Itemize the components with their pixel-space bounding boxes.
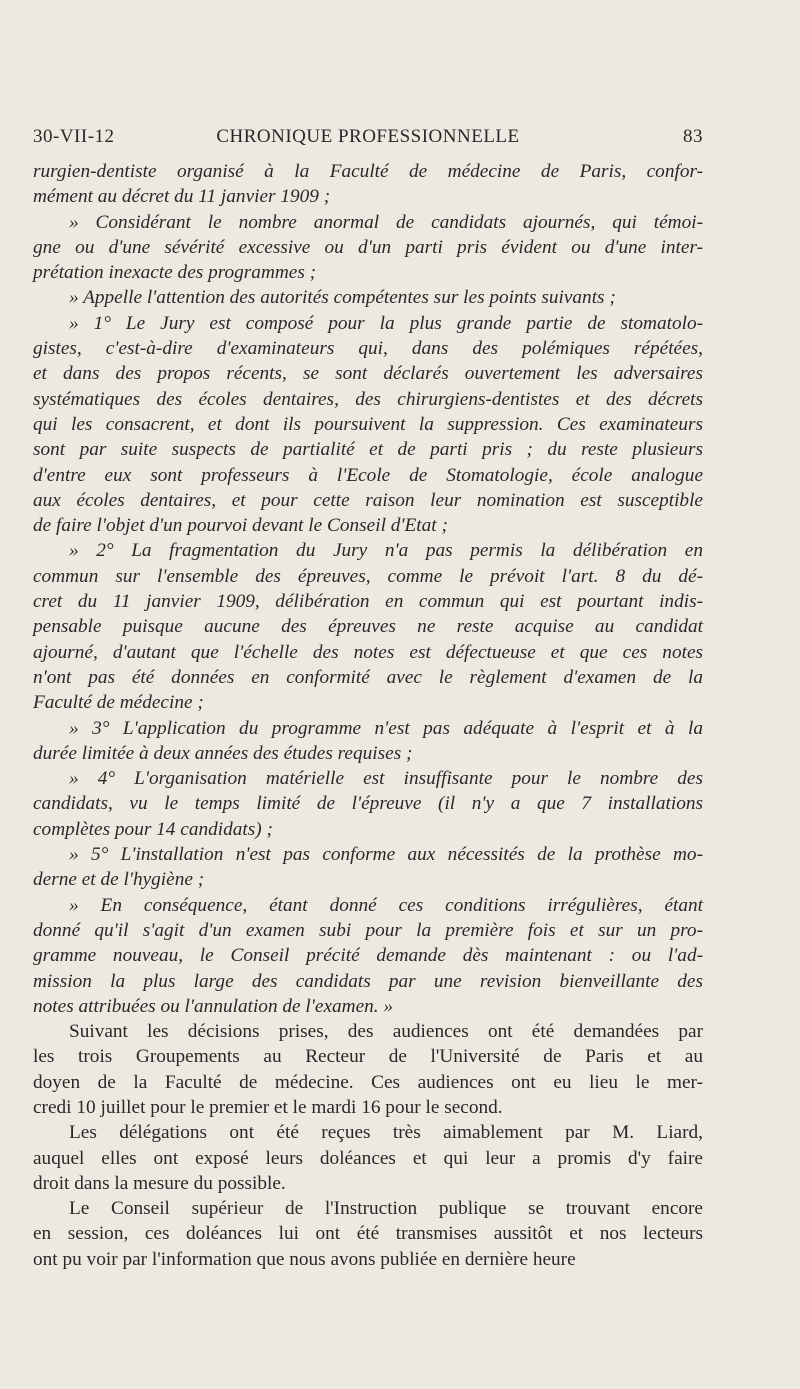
- text-line: gistes, c'est-à-dire d'examinateurs qui, dans des polémiques répétées,: [33, 338, 703, 360]
- paragraph: [33, 766, 703, 842]
- text-line: candidats, vu le temps limité de l'épreuve (il n'y a que 7 installations: [33, 793, 703, 815]
- page-number: 83: [683, 126, 703, 147]
- running-head: [33, 126, 703, 154]
- text-line: droit dans la mesure du possible.: [33, 1172, 286, 1194]
- text-line: en session, ces doléances lui ont été transmises aussitôt et nos lecteurs: [33, 1223, 703, 1245]
- text-line: pensable puisque aucune des épreuves ne reste acquise au candidat: [33, 616, 703, 638]
- paragraph: [33, 1120, 703, 1196]
- text-line: Les délégations ont été reçues très aimablement par M. Liard,: [69, 1122, 703, 1144]
- text-line: durée limitée à deux années des études requises ;: [33, 742, 413, 764]
- text-line: qui les consacrent, et dont ils poursuivent la suppression. Ces examinateurs: [33, 413, 703, 435]
- page-body: [33, 159, 703, 1272]
- text-line: prétation inexacte des programmes ;: [33, 262, 317, 284]
- text-line: credi 10 juillet pour le premier et le mardi 16 pour le second.: [33, 1096, 503, 1118]
- text-line: d'entre eux sont professeurs à l'Ecole de Stomatologie, école analogue: [33, 464, 703, 486]
- text-line: doyen de la Faculté de médecine. Ces audiences ont eu lieu le mer-: [33, 1071, 703, 1093]
- text-line: cret du 11 janvier 1909, délibération en commun qui est pourtant indis-: [33, 591, 703, 613]
- text-line: mément au décret du 11 janvier 1909 ;: [33, 186, 331, 208]
- paragraph: [33, 716, 703, 767]
- text-line: » Appelle l'attention des autorités compétentes sur les points suivants ;: [69, 287, 616, 309]
- paragraph: [33, 893, 703, 1019]
- text-line: les trois Groupements au Recteur de l'Université de Paris et au: [33, 1046, 703, 1068]
- text-line: ont pu voir par l'information que nous avons publiée en dernière heure: [33, 1248, 576, 1270]
- text-line: » Considérant le nombre anormal de candidats ajournés, qui témoi-: [69, 211, 703, 233]
- text-line: » 4° L'organisation matérielle est insuffisante pour le nombre des: [69, 768, 703, 790]
- paragraph: [33, 538, 703, 715]
- text-line: et dans des propos récents, se sont déclarés ouvertement les adversaires: [33, 363, 703, 385]
- paragraph: [33, 1196, 703, 1272]
- text-line: » 5° L'installation n'est pas conforme aux nécessités de la prothèse mo-: [69, 844, 703, 866]
- text-line: gramme nouveau, le Conseil précité demande dès maintenant : ou l'ad-: [33, 945, 703, 967]
- text-line: sont par suite suspects de partialité et de parti pris ; du reste plusieurs: [33, 439, 703, 461]
- text-line: auquel elles ont exposé leurs doléances et qui leur a promis d'y faire: [33, 1147, 703, 1169]
- paragraph: [33, 842, 703, 893]
- text-line: rurgien-dentiste organisé à la Faculté de médecine de Paris, confor-: [33, 161, 703, 182]
- text-line: commun sur l'ensemble des épreuves, comme le prévoit l'art. 8 du dé-: [33, 565, 703, 587]
- text-line: gne ou d'une sévérité excessive ou d'un parti pris évident ou d'une inter-: [33, 236, 703, 258]
- text-line: » 3° L'application du programme n'est pas adéquate à l'esprit et à la: [69, 717, 703, 739]
- text-line: n'ont pas été données en conformité avec le règlement d'examen de la: [33, 666, 703, 688]
- paragraph: [33, 285, 703, 310]
- text-line: donné qu'il s'agit d'un examen subi pour la première fois et sur un pro-: [33, 919, 703, 941]
- paragraph: [33, 1019, 703, 1120]
- paragraph: [33, 159, 703, 210]
- text-line: notes attribuées ou l'annulation de l'examen. »: [33, 995, 394, 1017]
- text-line: » En conséquence, étant donné ces conditions irrégulières, étant: [69, 894, 703, 916]
- text-line: de faire l'objet d'un pourvoi devant le Conseil d'Etat ;: [33, 515, 448, 537]
- text-line: ajourné, d'autant que l'échelle des notes est défectueuse et que ces notes: [33, 641, 703, 663]
- text-line: aux écoles dentaires, et pour cette raison leur nomination est susceptible: [33, 489, 703, 511]
- text-line: Le Conseil supérieur de l'Instruction publique se trouvant encore: [69, 1198, 703, 1220]
- text-line: systématiques des écoles dentaires, des chirurgiens-dentistes et des décrets: [33, 388, 703, 410]
- text-line: Suivant les décisions prises, des audiences ont été demandées par: [69, 1021, 703, 1043]
- issue-date: 30-VII-12: [33, 126, 115, 147]
- text-line: mission la plus large des candidats par une revision bienveillante des: [33, 970, 703, 992]
- text-line: » 1° Le Jury est composé pour la plus grande partie de stomatolo-: [69, 312, 703, 334]
- paragraph: [33, 210, 703, 286]
- text-line: complètes pour 14 candidats) ;: [33, 818, 273, 840]
- section-title: CHRONIQUE PROFESSIONNELLE: [216, 126, 520, 147]
- text-line: Faculté de médecine ;: [33, 692, 204, 714]
- text-line: » 2° La fragmentation du Jury n'a pas permis la délibération en: [69, 540, 703, 562]
- paragraph: [33, 311, 703, 539]
- text-line: derne et de l'hygiène ;: [33, 869, 205, 891]
